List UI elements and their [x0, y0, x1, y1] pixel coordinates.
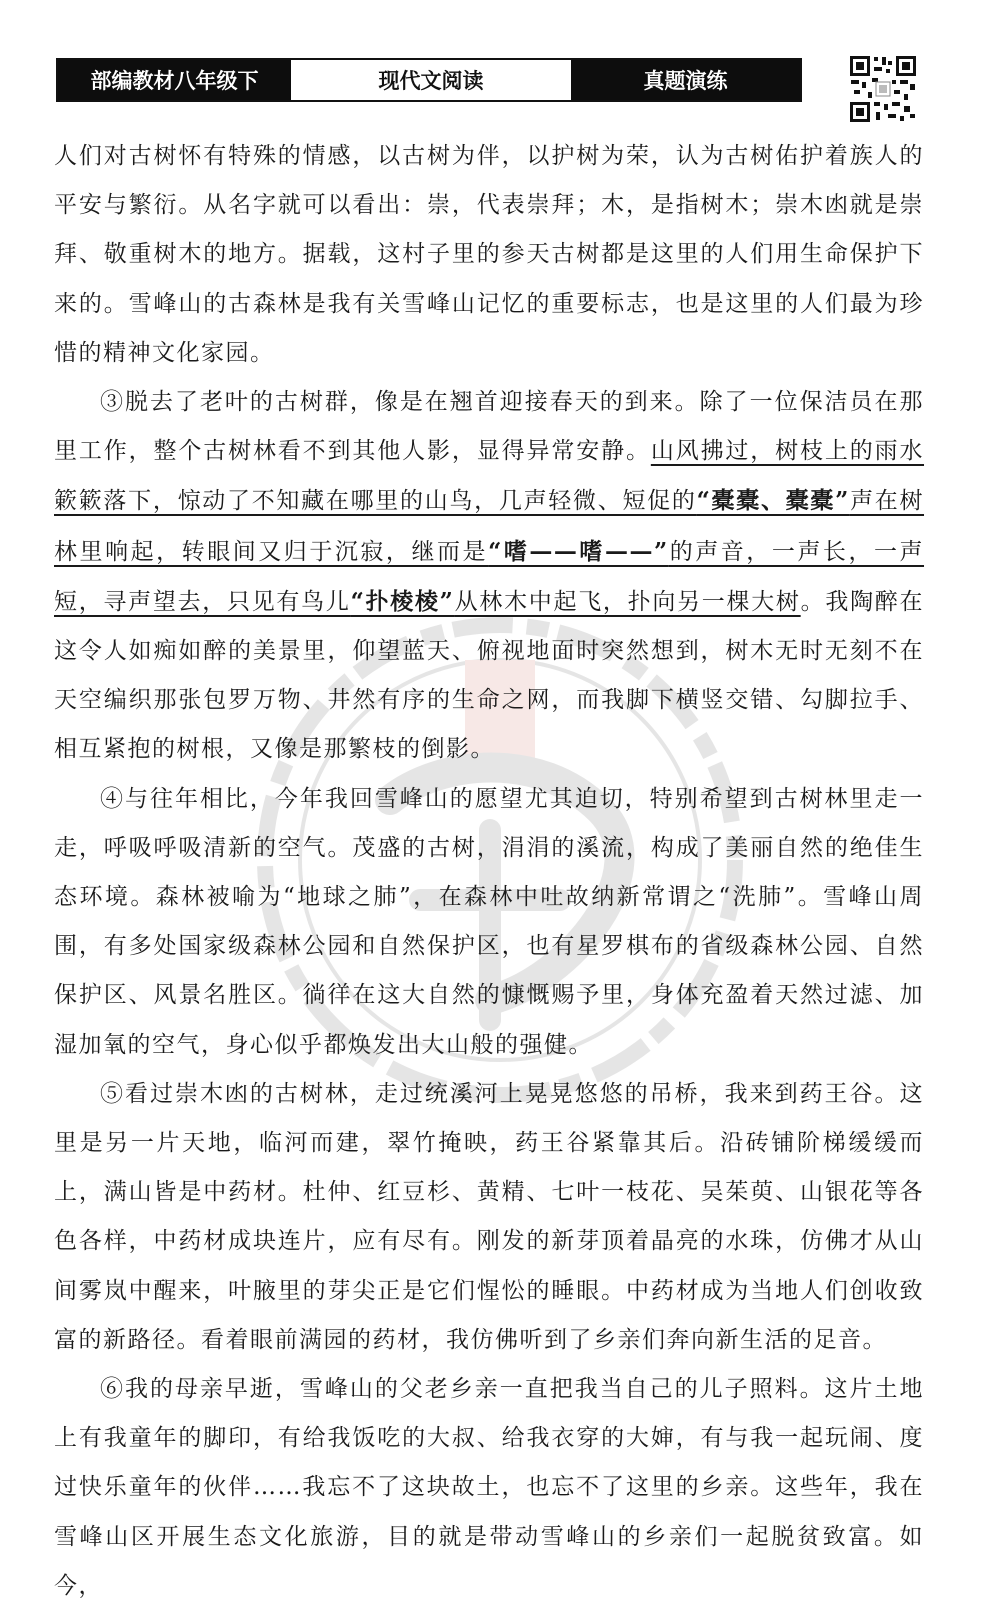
paragraph-3-part-a: ③脱去了老叶的古树群，像是在翘首迎接春天的到来。除了一位保洁员在那里工作，整个古树林看不到其他人影，显得异常安静。: [54, 389, 924, 465]
onomatopoeia-3: “扑棱棱”: [350, 587, 455, 615]
underlined-sentence: [54, 438, 924, 615]
paragraph-3: [54, 378, 924, 775]
underlined-part-4: 从林木中起飞，扑向另一棵大树: [454, 588, 801, 615]
underlined-part-1: 山风拂过，树枝上的雨水簌簌落下，惊动了不知藏在哪里的山鸟，几声轻微、短促的: [54, 438, 925, 515]
header-bar: [56, 58, 802, 102]
paragraph-4: ④与往年相比，今年我回雪峰山的愿望尤其迫切，特别希望到古树林里走一走，呼吸呼吸清新的空气。茂盛的古树，涓涓的溪流，构成了美丽自然的绝佳生态环境。森林被喻为“地球之肺”，在森林中吐故纳新常谓之“洗肺”。雪峰山周围，有多处国家级森林公园和自然保护区，也有星罗棋布的省级森林公园、自然保护区、风景名胜区。徜徉在这大自然的慷慨赐予里，身体充盈着天然过滤、加湿加氧的空气，身心似乎都焕发出大山般的强健。: [54, 785, 924, 1058]
qr-code-icon: [848, 54, 918, 124]
paragraph-5: ⑤看过崇木凼的古树林，走过统溪河上晃晃悠悠的吊桥，我来到药王谷。这里是另一片天地，临河而建，翠竹掩映，药王谷紧靠其后。沿砖铺阶梯缓缓而上，满山皆是中药材。杜仲、红豆杉、黄精、七叶一枝花、吴茱萸、山银花等各色各样，中药材成块连片，应有尽有。刚发的新芽顶着晶亮的水珠，仿佛才从山间雾岚中醒来，叶腋里的芽尖正是它们惺忪的睡眼。中药材成为当地人们创收致富的新路径。看着眼前满园的药材，我仿佛听到了乡亲们奔向新生活的足音。: [54, 1080, 924, 1353]
paragraph-2-continued: 人们对古树怀有特殊的情感，以古树为伴，以护树为荣，认为古树佑护着族人的平安与繁衍。从名字就可以看出：崇，代表崇拜；木，是指树木；崇木凼就是崇拜、敬重树木的地方。据载，这村子里的参天古树都是这里的人们用生命保护下来的。雪峰山的古森林是我有关雪峰山记忆的重要标志，也是这里的人们最为珍惜的精神文化家园。: [54, 143, 924, 366]
underlined-part-3: 的声音，一声长，一声短，寻声望去，只见有鸟儿: [54, 538, 925, 615]
underlined-part-2: 声在树林里响起，转眼间又归于沉寂，继而是: [54, 488, 925, 565]
paragraph-3-part-b: 。我陶醉在这令人如痴如醉的美景里，仰望蓝天、俯视地面时突然想到，树木无时无刻不在天空编织那张包罗万物、井然有序的生命之网，而我脚下横竖交错、勾脚拉手、相互紧抱的树根，又像是那繁枝的倒影。: [54, 588, 925, 763]
paragraph-6: ⑥我的母亲早逝，雪峰山的父老乡亲一直把我当自己的儿子照料。这片土地上有我童年的脚印，有给我饭吃的大叔、给我衣穿的大婶，有与我一起玩闹、度过快乐童年的伙伴……我忘不了这块故土，也忘不了这里的乡亲。这些年，我在雪峰山区开展生态文化旅游，目的就是带动雪峰山的乡亲们一起脱贫致富。如今，: [54, 1376, 924, 1599]
header-practice-label: 真题演练: [571, 60, 800, 100]
header-grade-label: 部编教材八年级下: [58, 60, 291, 100]
onomatopoeia-2: “嗜——嗜——”: [488, 537, 669, 565]
article-body: [54, 132, 924, 1611]
header-section-label: 现代文阅读: [291, 60, 571, 100]
onomatopoeia-1: “橐橐、橐橐”: [696, 487, 850, 515]
